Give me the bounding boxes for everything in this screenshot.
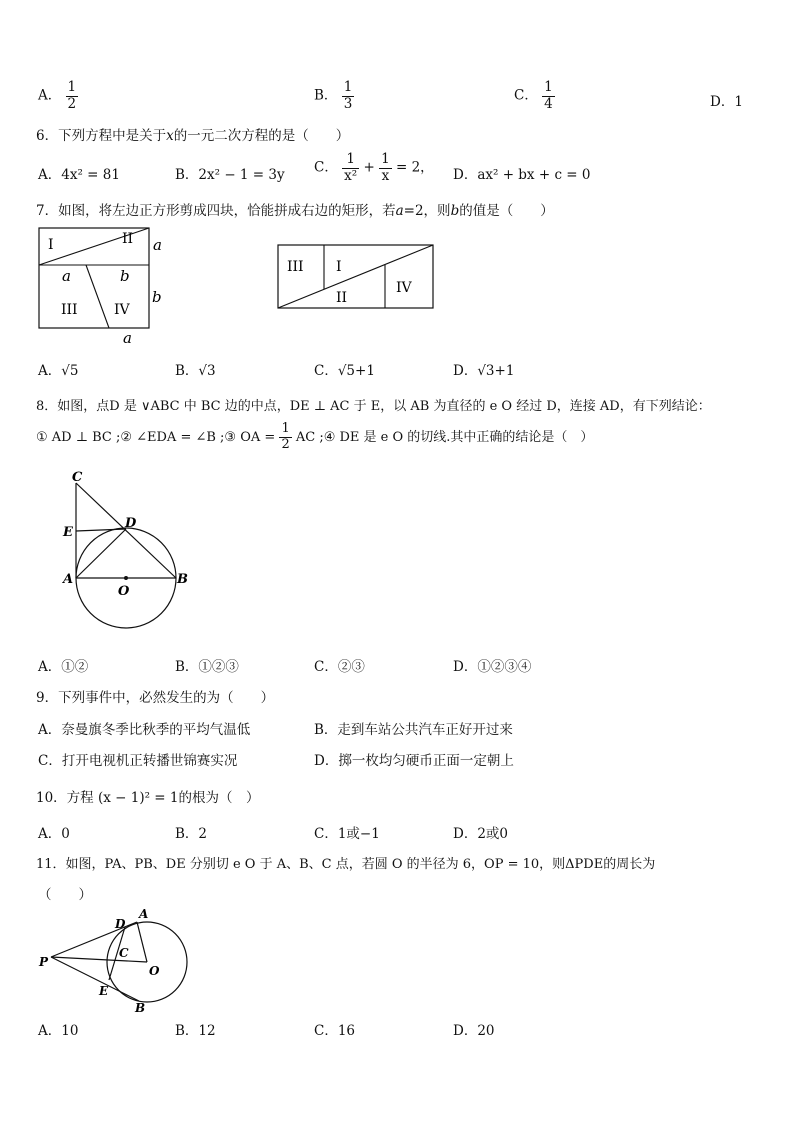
q7-option-c: C．√5+1 — [314, 363, 375, 379]
q8-option-a: A．①② — [38, 659, 89, 675]
svg-text:II: II — [336, 290, 348, 306]
q8-option-c: C．②③ — [314, 659, 365, 675]
q8-line1: 8．如图，点D 是 ∨ABC 中 BC 边的中点，DE ⊥ AC 于 E，以 AB 为直径的 e O 经过 D，连接 AD，有下列结论： — [36, 399, 711, 414]
fraction: $\frac{1}{4}$ — [544, 79, 553, 112]
svg-text:b: b — [152, 288, 162, 306]
svg-text:II: II — [122, 231, 134, 247]
svg-text:O: O — [149, 964, 160, 978]
q7-option-a: A．√5 — [38, 363, 79, 379]
q11-option-b: B．12 — [175, 1023, 216, 1039]
svg-text:I: I — [48, 237, 54, 253]
svg-text:O: O — [118, 584, 130, 599]
fraction: $\frac{1}{2}$ — [67, 79, 77, 112]
q6-option-b: B．2x² − 1 = 3y — [175, 167, 285, 183]
svg-text:B: B — [177, 572, 188, 587]
q7-right-figure — [270, 238, 440, 314]
q9-option-d: D．掷一枚均匀硬币正面一定朝上 — [314, 753, 514, 769]
q10-option-b: B．2 — [175, 826, 208, 842]
q10-option-a: A．0 — [38, 826, 70, 842]
svg-text:I: I — [336, 259, 342, 275]
svg-text:a: a — [123, 329, 132, 347]
q7-left-figure — [30, 222, 175, 347]
svg-text:IV: IV — [114, 302, 130, 318]
svg-text:P: P — [39, 955, 49, 969]
q9-option-c: C．打开电视机正转播世锦赛实况 — [38, 753, 238, 769]
svg-text:IV: IV — [396, 280, 412, 296]
q5-option-b: B． $\frac{1}{3}$ — [314, 79, 353, 112]
svg-text:D: D — [115, 917, 126, 931]
svg-text:a: a — [62, 267, 71, 285]
svg-text:III: III — [287, 259, 304, 275]
svg-text:E: E — [63, 525, 73, 540]
svg-text:D: D — [125, 516, 137, 531]
svg-text:C: C — [119, 946, 129, 960]
q10-option-d: D．2或0 — [453, 826, 509, 842]
svg-text:B: B — [135, 1001, 146, 1015]
q10-stem: 10．方程 (x − 1)² = 1的根为（ ） — [36, 790, 260, 806]
q10-option-c: C．1或−1 — [314, 826, 380, 842]
q7-option-d: D．√3+1 — [453, 363, 515, 379]
q11-stem-paren: （ ） — [38, 887, 92, 903]
svg-text:A: A — [63, 572, 74, 587]
q5-option-c: C． $\frac{1}{4}$ — [514, 79, 553, 112]
q7-stem: 7．如图，将左边正方形剪成四块，恰能拼成右边的矩形，若a=2，则b的值是（ ） — [36, 203, 554, 219]
q9-option-b: B．走到车站公共汽车正好开过来 — [314, 722, 513, 738]
q6-option-a: A．4x² = 81 — [38, 167, 120, 183]
q11-stem: 11．如图，PA、PB、DE 分别切 e O 于 A、B、C 点，若圆 O 的半径为 6，OP = 10，则ΔPDE的周长为 — [36, 857, 656, 872]
q11-option-d: D．20 — [453, 1023, 495, 1039]
q7-option-b: B．√3 — [175, 363, 216, 379]
fraction: $\frac{1}{3}$ — [343, 79, 353, 112]
q5-option-a: A． $\frac{1}{2}$ — [38, 79, 77, 112]
q5-option-d: D．1 — [710, 94, 743, 110]
q6-option-c: C． $\frac{1}{\text{x²}}$ + $\frac{1}{x}$ = 2， — [314, 151, 434, 184]
q6-option-d: D．ax² + bx + c = 0 — [453, 167, 591, 183]
q11-figure — [35, 902, 195, 1017]
q8-figure — [55, 465, 195, 635]
q8-line2: ① AD ⊥ BC ;② ∠EDA = ∠B ;③ OA = $\frac{1}{2}$ AC ;④ DE 是 e O 的切线.其中正确的结论是（ ） — [36, 421, 594, 452]
svg-text:b: b — [120, 267, 130, 285]
q9-stem: 9．下列事件中，必然发生的为（ ） — [36, 690, 275, 706]
q9-option-a: A．奈曼旗冬季比秋季的平均气温低 — [38, 722, 251, 738]
q6-stem: 6．下列方程中是关于x的一元二次方程的是（ ） — [36, 128, 350, 144]
svg-text:a: a — [153, 236, 162, 254]
svg-text:E: E — [99, 984, 109, 998]
q11-option-c: C．16 — [314, 1023, 356, 1039]
q8-option-b: B．①②③ — [175, 659, 239, 675]
q8-option-d: D．①②③④ — [453, 659, 532, 675]
q11-option-a: A．10 — [38, 1023, 79, 1039]
svg-text:C: C — [72, 470, 83, 485]
svg-text:A: A — [139, 907, 149, 921]
svg-text:III: III — [61, 302, 78, 318]
